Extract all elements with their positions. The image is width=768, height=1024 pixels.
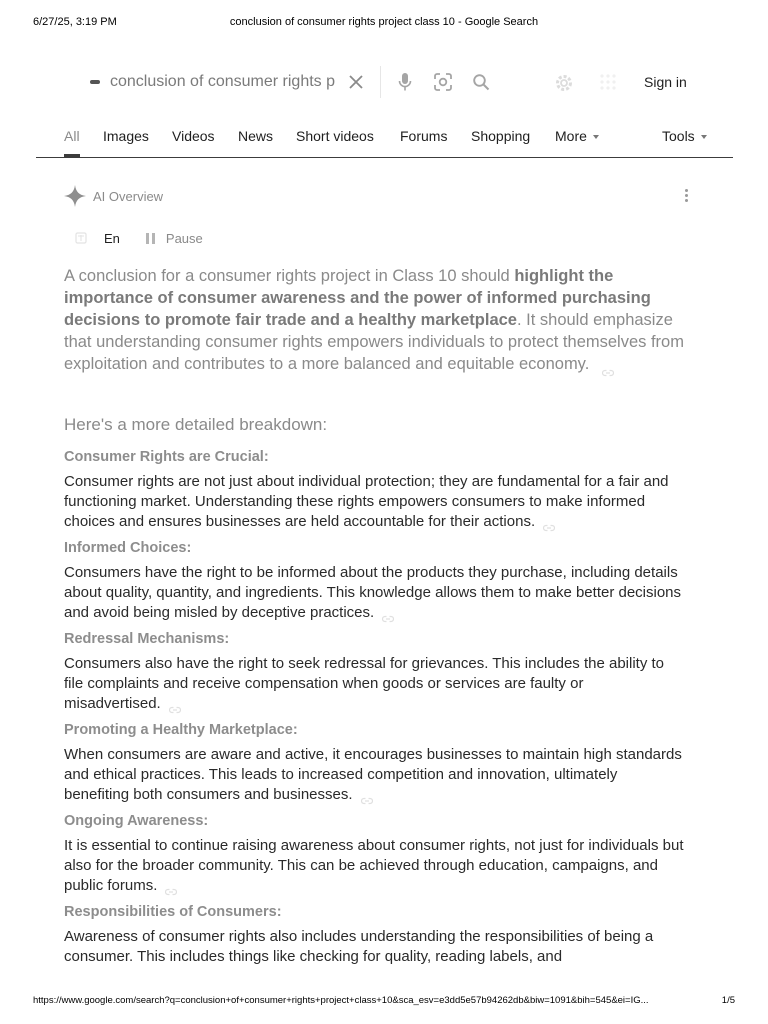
chevron-down-icon: [593, 135, 599, 139]
print-footer: [33, 995, 735, 1009]
tab-shopping[interactable]: Shopping: [471, 128, 531, 144]
pause-button[interactable]: Pause: [165, 230, 203, 246]
print-date: 6/27/25, 3:19 PM: [33, 16, 117, 28]
sign-in-button[interactable]: Sign in: [644, 74, 687, 90]
print-header: [33, 16, 735, 32]
summary-text-start: A conclusion for a consumer rights project in Class 10 should: [64, 267, 515, 285]
section-heading: Responsibilities of Consumers:: [64, 904, 282, 920]
section-heading: Ongoing Awareness:: [64, 813, 209, 829]
chevron-down-icon: [701, 135, 707, 139]
summary-text-end: . It should emphasize that understanding consumer rights empowers individuals to protect themselves from exploitation and contributes to a more balanced and equitable economy.: [64, 311, 684, 373]
lens-icon[interactable]: [432, 71, 454, 93]
search-icon[interactable]: [470, 71, 492, 93]
tools-button[interactable]: [662, 128, 707, 144]
translate-icon[interactable]: [74, 231, 88, 245]
mic-icon[interactable]: [394, 71, 416, 93]
breakdown-sections: [64, 448, 684, 974]
link-icon[interactable]: [602, 361, 614, 369]
tab-forums[interactable]: Forums: [400, 128, 448, 144]
gear-icon[interactable]: [552, 71, 576, 95]
section-heading: Redressal Mechanisms:: [64, 631, 230, 647]
tab-videos[interactable]: Videos: [172, 128, 215, 144]
summary-highlight: highlight the importance of consumer awareness and the power of informed purchasing decisions to promote fair trade and a healthy marketplace: [64, 267, 651, 329]
tab-more[interactable]: [555, 128, 599, 144]
tab-images[interactable]: Images: [103, 128, 149, 144]
google-logo-icon: [90, 80, 100, 84]
section-body: Consumers have the right to be informed about the products they purchase, including details about quality, quantity, and ingredients. This knowledge allows them to make better decisions and avoid being misled by deceptive practices.: [64, 564, 682, 621]
tab-all[interactable]: All: [64, 128, 80, 144]
apps-icon[interactable]: [598, 72, 618, 92]
page-number: 1/5: [721, 995, 735, 1006]
section-body: When consumers are aware and active, it encourages businesses to maintain high standards and ethical practices. This leads to increased competition and innovation, ultimately benefiting both consumers and businesses.: [64, 746, 682, 803]
section-text: [64, 745, 684, 805]
print-title: conclusion of consumer rights project class 10 - Google Search: [229, 16, 539, 28]
ai-overview-header: [63, 184, 163, 208]
tab-short-videos[interactable]: Short videos: [296, 128, 374, 144]
tools-label: Tools: [662, 128, 695, 144]
tab-news[interactable]: News: [238, 128, 274, 144]
sparkle-icon: [63, 184, 87, 208]
section-text: [64, 836, 684, 896]
link-icon[interactable]: [382, 609, 394, 617]
page-url: https://www.google.com/search?q=conclusion+of+consumer+rights+project+class+10&sca_esv=e3dd5e57b94262db&biw=1091&bih=545&ei=IG...: [33, 995, 649, 1006]
search-bar[interactable]: [78, 63, 378, 101]
section-text: [64, 563, 684, 623]
link-icon[interactable]: [165, 882, 177, 890]
search-input[interactable]: conclusion of consumer rights p: [110, 73, 335, 90]
link-icon[interactable]: [543, 518, 555, 526]
more-options-icon[interactable]: [681, 189, 691, 203]
section-text: [64, 472, 684, 532]
section-body: Consumers also have the right to seek redressal for grievances. This includes the ability to file complaints and receive compensation when goods or services are faulty or misadvertised.: [64, 655, 665, 712]
search-tabs: [36, 126, 733, 158]
section-body: It is essential to continue raising awareness about consumer rights, not just for individuals but also for the broader community. This can be achieved through education, campaigns, and public forums.: [64, 837, 684, 894]
tab-more-label: More: [555, 128, 587, 144]
language-toggle[interactable]: En: [104, 230, 120, 246]
ai-overview-summary: [64, 265, 684, 375]
link-icon[interactable]: [169, 700, 181, 708]
section-body: Consumer rights are not just about individual protection; they are fundamental for a fair and functioning market. Understanding these rights empowers consumers to make informed choices and ensures businesses are held accountable for their actions.: [64, 473, 669, 530]
section-heading: Promoting a Healthy Marketplace:: [64, 722, 298, 738]
section-heading: Informed Choices:: [64, 540, 192, 556]
audio-player: [74, 229, 203, 247]
ai-overview-title: AI Overview: [93, 188, 164, 204]
section-heading: Consumer Rights are Crucial:: [64, 449, 269, 465]
clear-icon[interactable]: [345, 71, 367, 93]
section-text: Awareness of consumer rights also includes understanding the responsibilities of being a consumer. This includes things like checking for quality, reading labels, and: [64, 928, 654, 965]
link-icon[interactable]: [361, 791, 373, 799]
pause-icon[interactable]: [146, 233, 156, 244]
search-divider: [380, 66, 381, 98]
breakdown-heading: Here's a more detailed breakdown:: [64, 415, 328, 434]
section-text: [64, 654, 684, 714]
